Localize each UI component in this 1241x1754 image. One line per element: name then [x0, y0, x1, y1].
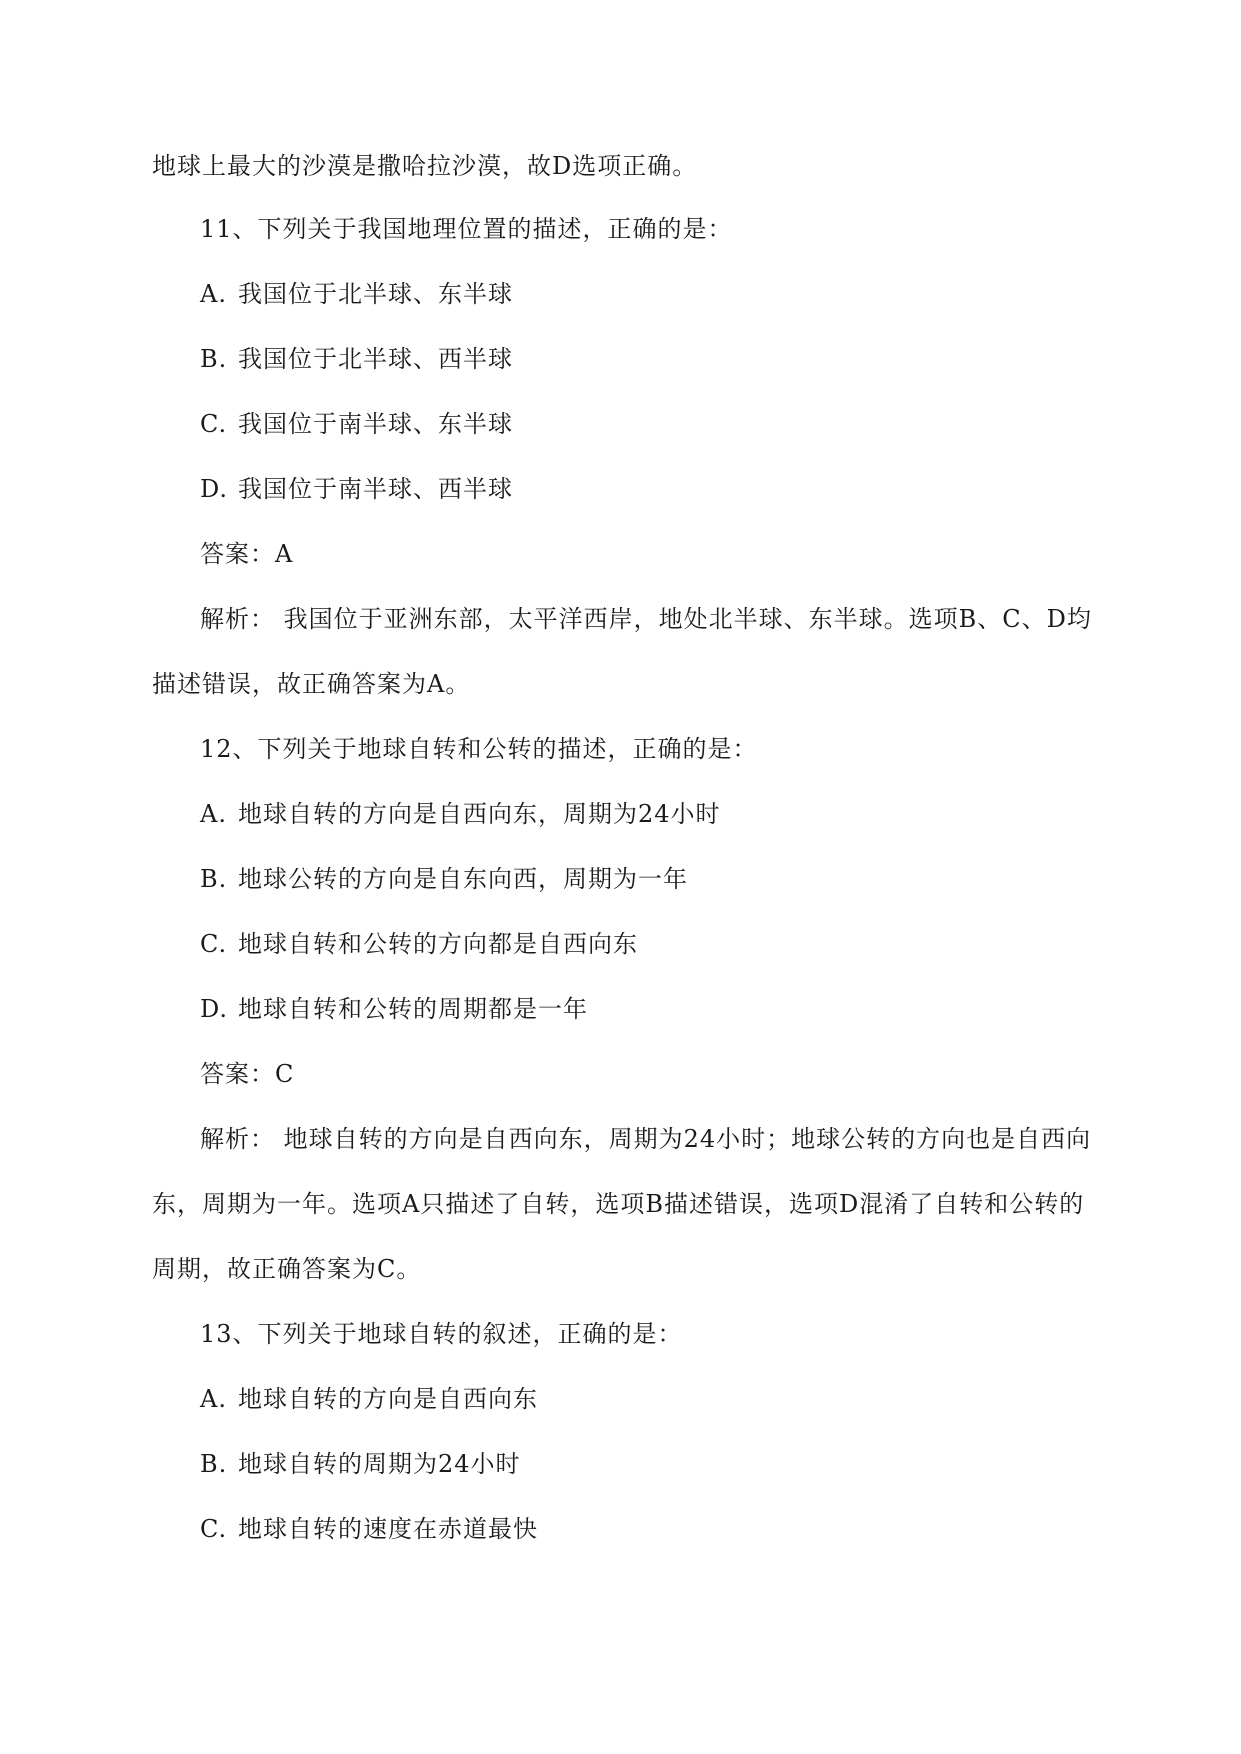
question-11-answer: 答案：A [200, 540, 294, 568]
option-text: 地球自转的方向是自西向东 [238, 1385, 538, 1413]
question-12-answer: 答案：C [200, 1060, 295, 1088]
option-letter: B. [200, 345, 228, 373]
option-text: 地球自转和公转的方向都是自西向东 [238, 930, 638, 958]
option-letter: C. [200, 1515, 228, 1543]
option-letter: A. [200, 280, 227, 308]
question-11-analysis-line-1: 解析： 我国位于亚洲东部，太平洋西岸，地处北半球、东半球。选项B、C、D均 [200, 605, 1092, 633]
intro-tail-text: 地球上最大的沙漠是撒哈拉沙漠，故D选项正确。 [152, 152, 698, 180]
option-text: 我国位于南半球、东半球 [238, 410, 513, 438]
question-12-analysis-line-3: 周期，故正确答案为C。 [152, 1255, 422, 1283]
question-12-option-d [200, 993, 588, 1025]
question-11-analysis-line-2: 描述错误，故正确答案为A。 [152, 670, 471, 698]
question-11-stem: 11、下列关于我国地理位置的描述，正确的是： [200, 215, 733, 243]
option-text: 地球自转的方向是自西向东，周期为24小时 [238, 800, 721, 828]
option-text: 我国位于北半球、东半球 [238, 280, 513, 308]
option-text: 我国位于北半球、西半球 [238, 345, 513, 373]
question-13-stem: 13、下列关于地球自转的叙述，正确的是： [200, 1320, 683, 1348]
question-12-analysis-line-2: 东，周期为一年。选项A只描述了自转，选项B描述错误，选项D混淆了自转和公转的 [152, 1190, 1085, 1218]
question-12-option-c [200, 928, 638, 960]
option-letter: A. [200, 800, 227, 828]
option-letter: A. [200, 1385, 227, 1413]
question-11-option-c [200, 408, 513, 440]
question-11-option-b [200, 343, 513, 375]
option-letter: B. [200, 1450, 228, 1478]
option-text: 地球自转的周期为24小时 [238, 1450, 521, 1478]
question-13-option-b [200, 1448, 521, 1480]
question-12-option-b [200, 863, 688, 895]
option-text: 我国位于南半球、西半球 [238, 475, 513, 503]
option-text: 地球自转的速度在赤道最快 [238, 1515, 538, 1543]
option-text: 地球自转和公转的周期都是一年 [238, 995, 588, 1023]
option-letter: B. [200, 865, 228, 893]
question-13-option-c [200, 1513, 538, 1545]
option-letter: D. [200, 475, 229, 503]
question-12-stem: 12、下列关于地球自转和公转的描述，正确的是： [200, 735, 758, 763]
option-letter: C. [200, 930, 228, 958]
option-letter: C. [200, 410, 228, 438]
question-13-option-a [200, 1383, 538, 1415]
option-letter: D. [200, 995, 229, 1023]
question-12-option-a [200, 798, 721, 830]
question-11-option-a [200, 278, 513, 310]
question-12-analysis-line-1: 解析： 地球自转的方向是自西向东，周期为24小时；地球公转的方向也是自西向 [200, 1125, 1092, 1153]
option-text: 地球公转的方向是自东向西，周期为一年 [238, 865, 688, 893]
question-11-option-d [200, 473, 513, 505]
